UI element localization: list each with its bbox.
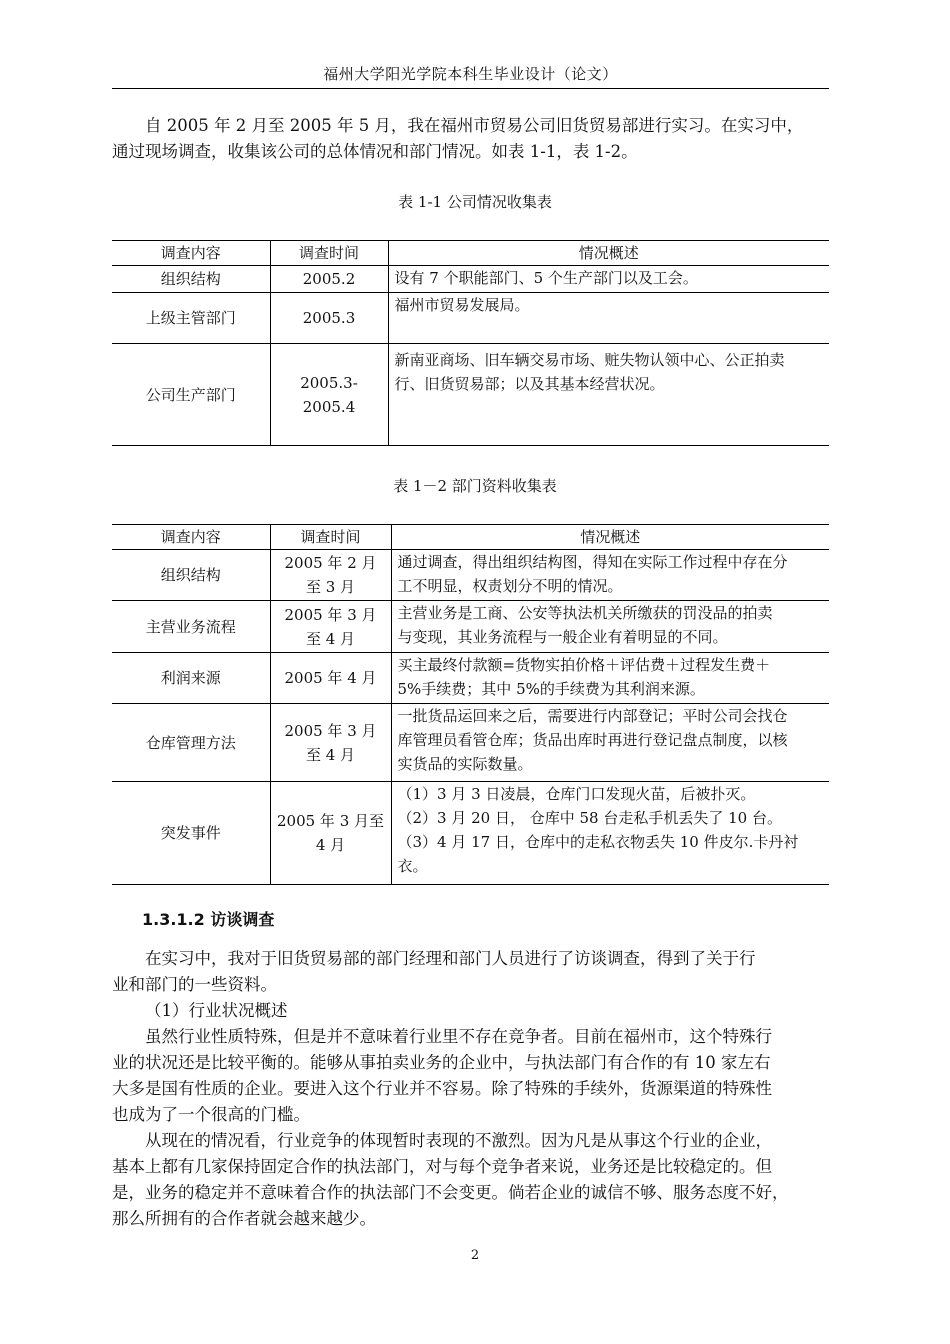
page-header-title: 福州大学阳光学院本科生毕业设计（论文） [323,65,618,83]
cell-line: 2005 年 3 月 [284,605,377,624]
table2-desc-cell [391,704,829,782]
table1 [112,240,829,446]
cell-line: 衣。 [397,857,428,875]
table-row [112,653,829,704]
cell-line: 2005.4 [302,397,356,416]
table1-desc-cell [388,344,829,446]
cell-line: 至 4 月 [305,629,356,648]
table1-item-cell: 组织结构 [112,266,270,293]
table2-item-cell: 仓库管理方法 [112,704,270,782]
cell-line: 2005.3- [300,373,358,392]
body-line: 基本上都有几家保持固定合作的执法部门，对与每个竞争者来说，业务还是比较稳定的。但 [112,1157,772,1176]
table1-item-cell: 公司生产部门 [112,344,270,446]
table-row [112,344,829,446]
cell-line: 与变现，其业务流程与一般企业有着明显的不同。 [397,628,728,646]
cell-line: 4 月 [315,836,346,854]
table2-desc-cell [391,550,829,601]
body-line: 虽然行业性质特殊，但是并不意味着行业里不存在竞争者。目前在福州市，这个特殊行 [145,1027,772,1046]
table-row [112,550,829,601]
table2-header-cell: 调查时间 [270,525,391,550]
cell-line: 2005 年 3 月 [284,721,377,740]
table2-caption: 表 1－2 部门资料收集表 [393,477,557,495]
page-number: 2 [470,1248,480,1263]
cell-line: 库管理员看管仓库；货品出库时再进行登记盘点制度，以核 [397,731,788,749]
table2-header-cell: 调查内容 [112,525,270,550]
cell-line: （1）3 月 3 日凌晨，仓库门口发现火苗，后被扑灭。 [397,785,756,803]
table2-header-row [112,525,829,550]
cell-line: 5%手续费；其中 5%的手续费为其利润来源。 [397,680,705,698]
body-line: 大多是国有性质的企业。要进入这个行业并不容易。除了特殊的手续外，货源渠道的特殊性 [112,1079,772,1098]
body-line: 是，业务的稳定并不意味着合作的执法部门不会变更。倘若企业的诚信不够、服务态度不好， [112,1183,789,1202]
cell-line: （2）3 月 20 日， 仓库中 58 台走私手机丢失了 10 台。 [397,809,782,827]
cell-line: 至 4 月 [305,745,356,764]
cell-line: 一批货品运回来之后，需要进行内部登记；平时公司会找仓 [397,707,788,725]
subheading-industry-overview: （1）行业状况概述 [145,1001,288,1020]
intro-line: 自 2005 年 2 月至 2005 年 5 月，我在福州市贸易公司旧货贸易部进行实习。在实习中， [145,116,804,135]
cell-line: 至 3 月 [305,578,356,596]
table1-time-cell [270,344,388,446]
cell-line: 实货品的实际数量。 [397,755,533,773]
table1-caption: 表 1-1 公司情况收集表 [398,193,552,211]
cell-line: 新南亚商场、旧车辆交易市场、赃失物认领中心、公正拍卖 [394,351,785,369]
table2-time-cell: 2005 年 4 月 [270,653,391,704]
table2-item-cell: 主营业务流程 [112,601,270,653]
table2-time-cell [270,601,391,653]
table1-item-cell: 上级主管部门 [112,293,270,344]
table2-desc-cell [391,782,829,885]
body-line: 也成为了一个很高的门槛。 [112,1105,310,1124]
table1-time-cell: 2005.3 [270,293,388,344]
table2-desc-cell [391,601,829,653]
table2-item-cell: 组织结构 [112,550,270,601]
cell-line: （3）4 月 17 日，仓库中的走私衣物丢失 10 件皮尔.卡丹衬 [397,833,799,851]
table2-desc-cell [391,653,829,704]
body-line: 在实习中，我对于旧货贸易部的部门经理和部门人员进行了访谈调查，得到了关于行 [145,949,756,968]
table-row [112,704,829,782]
cell-line: 2005 年 3 月至 [276,812,385,830]
cell-line: 2005 年 2 月 [284,554,377,572]
table1-header-cell: 调查内容 [112,241,270,266]
table1-header-cell: 情况概述 [388,241,829,266]
table1-desc-cell: 设有 7 个职能部门、5 个生产部门以及工会。 [388,266,829,293]
section-heading: 1.3.1.2 访谈调查 [142,910,275,929]
cell-line: 通过调查，得出组织结构图，得知在实际工作过程中存在分 [397,553,788,571]
cell-line: 行、旧货贸易部；以及其基本经营状况。 [394,375,665,393]
cell-line: 主营业务是工商、公安等执法机关所缴获的罚没品的拍卖 [397,604,773,622]
table-row [112,293,829,344]
table1-header-cell: 调查时间 [270,241,388,266]
table1-time-cell: 2005.2 [270,266,388,293]
cell-line: 工不明显，权责划分不明的情况。 [397,577,623,595]
body-line: 那么所拥有的合作者就会越来越少。 [112,1209,376,1228]
header-rule [112,88,829,89]
cell-line: 买主最终付款额=货物实拍价格＋评估费＋过程发生费＋ [397,656,771,674]
table2-item-cell: 利润来源 [112,653,270,704]
body-text [112,946,829,1232]
table2-header-cell: 情况概述 [391,525,829,550]
table-row [112,782,829,885]
table2-time-cell [270,782,391,885]
intro-line: 通过现场调查，收集该公司的总体情况和部门情况。如表 1-1，表 1-2。 [112,142,638,161]
intro-paragraph [112,113,829,165]
table-row [112,601,829,653]
table-row [112,266,829,293]
table1-header-row [112,241,829,266]
table1-desc-cell: 福州市贸易发展局。 [388,293,829,344]
table2-time-cell [270,550,391,601]
body-line: 业的状况还是比较平衡的。能够从事拍卖业务的企业中，与执法部门有合作的有 10 家左右 [112,1053,771,1072]
table2-item-cell: 突发事件 [112,782,270,885]
body-line: 从现在的情况看，行业竞争的体现暂时表现的不激烈。因为凡是从事这个行业的企业， [145,1131,772,1150]
body-line: 业和部门的一些资料。 [112,975,277,994]
table2-time-cell [270,704,391,782]
table2 [112,524,829,885]
